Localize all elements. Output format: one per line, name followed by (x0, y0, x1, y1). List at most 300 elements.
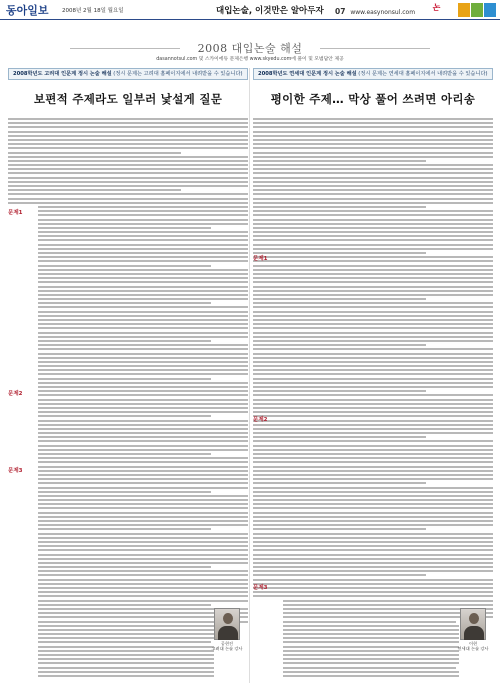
body-text-line (253, 152, 493, 154)
body-text-line (38, 528, 211, 530)
body-text-line (38, 365, 248, 367)
body-text-line (253, 595, 493, 597)
body-text-line (38, 516, 248, 518)
body-text-line (253, 436, 426, 438)
body-text-line (283, 650, 459, 652)
body-text-line (253, 277, 493, 279)
body-text-line (253, 290, 493, 292)
body-text-line (38, 336, 248, 338)
body-text-line (38, 252, 248, 254)
body-text-line (38, 357, 248, 359)
section-color-tabs (458, 3, 496, 17)
body-text-line (253, 361, 493, 363)
body-text-line (38, 323, 248, 325)
body-text-line (253, 591, 493, 593)
column-divider (249, 68, 250, 683)
body-text-line (253, 537, 493, 539)
body-text-line (38, 478, 248, 480)
body-text-line (38, 461, 248, 463)
body-text-line (253, 348, 493, 350)
body-text-line (8, 156, 248, 158)
body-text-line (38, 286, 248, 288)
body-text-line (38, 545, 248, 547)
body-text-line (283, 658, 459, 660)
body-text-line (283, 675, 459, 677)
masthead (0, 0, 500, 20)
body-text-line (38, 449, 248, 451)
body-text-line (253, 156, 493, 158)
color-tab-blue (484, 3, 496, 17)
body-text-line (253, 541, 493, 543)
body-text-line (253, 403, 493, 405)
body-text-line (253, 566, 493, 568)
body-text-line (253, 273, 493, 275)
body-text-line (253, 499, 493, 501)
body-text-line (8, 181, 248, 183)
body-text-line (253, 365, 493, 367)
right-article (253, 68, 493, 107)
body-text-line (253, 516, 493, 518)
body-text-line (253, 428, 493, 430)
right-author-photo (460, 608, 486, 640)
right-question-1-label: 문제1 (253, 256, 268, 262)
body-text-line (253, 457, 493, 459)
body-text-line (253, 390, 426, 392)
body-text-line (38, 311, 248, 313)
body-text-line (253, 512, 493, 514)
body-text-line (283, 621, 456, 623)
body-text-line (8, 202, 248, 204)
right-article-body (253, 118, 493, 679)
body-text-line (253, 118, 493, 120)
body-text-line (38, 595, 248, 597)
body-text-line (38, 290, 248, 292)
right-headline: 평이한 주제… 막상 풀어 쓰려면 아리송 (270, 92, 476, 106)
body-text-line (38, 625, 214, 627)
body-text-line (253, 507, 493, 509)
body-text-line (38, 574, 248, 576)
publication-date: 2008년 2월 18일 월요일 (62, 8, 124, 14)
body-text-line (253, 344, 426, 346)
body-text-line (38, 474, 248, 476)
body-text-line (38, 327, 248, 329)
page-number (335, 7, 415, 16)
body-text-line (38, 629, 214, 631)
body-text-line (38, 499, 248, 501)
body-text-line (253, 147, 493, 149)
body-text-line (253, 411, 493, 413)
body-text-line (38, 495, 248, 497)
body-text-line (38, 298, 248, 300)
body-text-line (38, 281, 248, 283)
body-text-line (253, 445, 493, 447)
body-text-line (38, 558, 248, 560)
body-text-line (253, 394, 493, 396)
body-text-line (253, 461, 493, 463)
body-text-line (253, 252, 426, 254)
right-column-header-title: 2008학년도 연세대 인문계 정시 논술 해설 (258, 71, 357, 77)
body-text-line (38, 491, 211, 493)
body-text-line (38, 428, 248, 430)
body-text-line (253, 533, 493, 535)
left-question-3-label: 문제3 (8, 468, 23, 474)
body-text-line (38, 248, 248, 250)
body-text-line (253, 474, 493, 476)
body-text-line (38, 399, 248, 401)
body-text-line (38, 520, 248, 522)
body-text-line (253, 407, 493, 409)
body-text-line (253, 478, 493, 480)
body-text-line (253, 340, 493, 342)
body-text-line (38, 277, 248, 279)
body-text-line (38, 382, 248, 384)
page-number-value: 07 (335, 7, 346, 16)
right-column-header (253, 68, 493, 80)
body-text-line (253, 248, 493, 250)
body-text-line (38, 319, 248, 321)
body-text-line (38, 507, 248, 509)
right-column-header-note: (정시 문제는 연세대 홈페이지에서 내려받을 수 있습니다) (358, 71, 488, 77)
body-text-line (38, 503, 248, 505)
body-text-line (8, 135, 248, 137)
body-text-line (38, 671, 214, 673)
body-text-line (38, 256, 248, 258)
body-text-line (253, 336, 493, 338)
body-text-line (38, 591, 248, 593)
body-text-line (38, 650, 214, 652)
body-text-line (38, 482, 248, 484)
right-author-caption (453, 641, 493, 651)
body-text-line (8, 139, 248, 141)
body-text-line (253, 260, 493, 262)
body-text-line (38, 466, 248, 468)
body-text-line (38, 210, 248, 212)
body-text-line (38, 369, 248, 371)
body-text-line (253, 306, 493, 308)
body-text-line (8, 131, 248, 133)
body-text-line (38, 440, 248, 442)
right-author-name: 이현 (468, 641, 478, 646)
left-author-title: 고려대 논술 강사 (211, 646, 243, 651)
body-text-line (8, 193, 248, 195)
body-text-line (8, 164, 248, 166)
body-text-line (253, 528, 426, 530)
body-text-line (253, 386, 493, 388)
body-text-line (38, 403, 248, 405)
body-text-line (38, 658, 214, 660)
newspaper-logo: 동아일보 (6, 4, 49, 17)
body-text-line (38, 646, 214, 648)
page-banner-subtitle: dasannotsul.com 및 스카이에듀 문제은행 www.skyedu.com에 풀이 및 모범답안 제공 (156, 57, 344, 62)
body-text-line (38, 524, 248, 526)
body-text-line (253, 520, 493, 522)
body-text-line (38, 667, 214, 669)
body-text-line (38, 244, 248, 246)
site-link[interactable]: www.easynonsul.com (350, 9, 416, 16)
body-text-line (283, 646, 459, 648)
body-text-line (253, 265, 493, 267)
body-text-line (253, 399, 493, 401)
body-text-line (283, 671, 459, 673)
body-text-line (253, 315, 493, 317)
body-text-line (253, 172, 493, 174)
body-text-line (8, 118, 248, 120)
body-text-line (253, 491, 493, 493)
body-text-line (253, 574, 426, 576)
body-text-line (8, 185, 248, 187)
body-text-line (253, 482, 426, 484)
body-text-line (253, 202, 493, 204)
brand-logo-icon: 논 (432, 3, 440, 12)
body-text-line (253, 449, 493, 451)
body-text-line (38, 386, 248, 388)
body-text-line (253, 239, 493, 241)
body-text-line (253, 570, 493, 572)
body-text-line (38, 344, 248, 346)
body-text-line (38, 600, 248, 602)
body-text-line (38, 373, 248, 375)
body-text-line (38, 223, 248, 225)
right-question-3-label: 문제3 (253, 585, 268, 591)
body-text-line (253, 545, 493, 547)
left-column-header-title: 2008학년도 고려대 인문계 정시 논술 해설 (13, 71, 112, 77)
body-text-line (38, 487, 248, 489)
body-text-line (38, 315, 248, 317)
body-text-line (38, 549, 248, 551)
body-text-line (253, 164, 493, 166)
body-text-line (8, 168, 248, 170)
left-question-2-label: 문제2 (8, 391, 23, 397)
body-text-line (253, 549, 493, 551)
body-text-line (253, 126, 493, 128)
body-text-line (38, 269, 248, 271)
body-text-line (38, 512, 248, 514)
body-text-line (253, 432, 493, 434)
body-text-line (38, 394, 248, 396)
color-tab-green (471, 3, 483, 17)
body-text-line (38, 583, 248, 585)
body-text-line (253, 311, 493, 313)
left-author-caption (207, 641, 247, 651)
body-text-line (38, 206, 248, 208)
body-text-line (283, 600, 493, 602)
body-text-line (253, 353, 493, 355)
body-text-line (8, 152, 181, 154)
body-text-line (253, 440, 493, 442)
body-text-line (283, 654, 459, 656)
body-text-line (253, 185, 493, 187)
body-text-line (283, 637, 459, 639)
body-text-line (283, 625, 459, 627)
body-text-line (38, 231, 248, 233)
body-text-line (253, 470, 493, 472)
body-text-line (38, 378, 211, 380)
body-text-line (253, 327, 493, 329)
body-text-line (283, 604, 493, 606)
body-text-line (253, 214, 493, 216)
body-text-line (38, 675, 214, 677)
body-text-line (253, 357, 493, 359)
body-text-line (253, 587, 493, 589)
body-text-line (253, 210, 493, 212)
body-text-line (253, 466, 493, 468)
body-text-line (253, 122, 493, 124)
body-text-line (283, 629, 459, 631)
body-text-line (253, 562, 493, 564)
body-text-line (38, 353, 248, 355)
body-text-line (253, 181, 493, 183)
body-text-line (253, 160, 426, 162)
body-text-line (253, 382, 493, 384)
body-text-line (38, 541, 248, 543)
body-text-line (253, 302, 493, 304)
body-text-line (38, 294, 248, 296)
body-text-line (253, 373, 493, 375)
body-text-line (38, 265, 211, 267)
body-text-line (38, 420, 248, 422)
left-headline: 보편적 주제라도 일부러 낯설게 질문 (33, 92, 223, 106)
body-text-line (38, 470, 248, 472)
body-text-line (8, 198, 248, 200)
body-text-line (253, 424, 493, 426)
body-text-line (253, 244, 493, 246)
body-text-line (283, 662, 459, 664)
left-question-1-label: 문제1 (8, 210, 23, 216)
body-text-line (38, 436, 248, 438)
body-text-line (38, 227, 211, 229)
right-author-title: 연세대 논술 강사 (457, 646, 489, 651)
body-text-line (38, 415, 211, 417)
body-text-line (38, 570, 248, 572)
body-text-line (38, 407, 248, 409)
body-text-line (253, 269, 493, 271)
body-text-line (8, 147, 248, 149)
body-text-line (253, 524, 493, 526)
body-text-line (38, 273, 248, 275)
body-text-line (38, 554, 248, 556)
body-text-line (8, 143, 248, 145)
body-text-line (38, 432, 248, 434)
body-text-line (253, 139, 493, 141)
left-author-name: 공현진 (220, 641, 234, 646)
left-article-body (8, 118, 248, 679)
body-text-line (253, 332, 493, 334)
body-text-line (38, 214, 248, 216)
body-text-line (253, 495, 493, 497)
body-text-line (38, 348, 248, 350)
body-text-line (253, 319, 493, 321)
body-text-line (253, 583, 493, 585)
body-text-line (253, 168, 493, 170)
color-tab-orange (458, 3, 470, 17)
body-text-line (253, 143, 493, 145)
body-text-line (253, 256, 493, 258)
body-text-line (253, 554, 493, 556)
body-text-line (8, 160, 248, 162)
body-text-line (38, 633, 214, 635)
body-text-line (253, 235, 493, 237)
body-text-line (253, 219, 493, 221)
left-author-photo (214, 608, 240, 640)
body-text-line (38, 445, 248, 447)
body-text-line (8, 122, 248, 124)
body-text-line (283, 633, 459, 635)
body-text-line (38, 533, 248, 535)
body-text-line (38, 260, 248, 262)
body-text-line (38, 457, 248, 459)
body-text-line (38, 239, 248, 241)
body-text-line (38, 453, 211, 455)
left-column-header-note: (정시 문제는 고려대 홈페이지에서 내려받을 수 있습니다) (113, 71, 243, 77)
body-text-line (38, 411, 248, 413)
body-text-line (253, 415, 493, 417)
body-text-line (253, 281, 493, 283)
body-text-line (8, 126, 248, 128)
body-text-line (253, 135, 493, 137)
body-text-line (38, 235, 248, 237)
body-text-line (253, 420, 493, 422)
page-banner-title: 2008 대입논술 해설 (197, 42, 303, 55)
body-text-line (253, 323, 493, 325)
body-text-line (253, 193, 493, 195)
body-text-line (253, 231, 493, 233)
body-text-line (8, 189, 181, 191)
body-text-line (253, 286, 493, 288)
body-text-line (253, 206, 426, 208)
body-text-line (38, 302, 211, 304)
body-text-line (38, 662, 214, 664)
body-text-line (38, 654, 214, 656)
body-text-line (253, 131, 493, 133)
body-text-line (38, 641, 211, 643)
body-text-line (253, 487, 493, 489)
body-text-line (253, 558, 493, 560)
body-text-line (253, 189, 493, 191)
body-text-line (253, 369, 493, 371)
body-text-line (253, 579, 493, 581)
body-text-line (38, 390, 248, 392)
body-text-line (283, 667, 456, 669)
body-text-line (38, 604, 211, 606)
body-text-line (253, 298, 426, 300)
body-text-line (8, 172, 248, 174)
body-text-line (253, 227, 493, 229)
right-question-2-label: 문제2 (253, 417, 268, 423)
body-text-line (38, 424, 248, 426)
body-text-line (253, 453, 493, 455)
body-text-line (253, 223, 493, 225)
left-column-header (8, 68, 248, 80)
body-text-line (8, 177, 248, 179)
body-text-line (38, 361, 248, 363)
body-text-line (38, 219, 248, 221)
body-text-line (38, 579, 248, 581)
section-title: 대입논술, 이것만은 알아두자 (216, 6, 324, 16)
body-text-line (38, 306, 248, 308)
body-text-line (283, 641, 459, 643)
body-text-line (253, 177, 493, 179)
left-article (8, 68, 248, 107)
body-text-line (38, 332, 248, 334)
body-text-line (38, 537, 248, 539)
body-text-line (38, 340, 211, 342)
body-text-line (38, 637, 214, 639)
body-text-line (38, 562, 248, 564)
body-text-line (253, 198, 493, 200)
body-text-line (253, 503, 493, 505)
body-text-line (38, 566, 211, 568)
body-text-line (38, 587, 248, 589)
